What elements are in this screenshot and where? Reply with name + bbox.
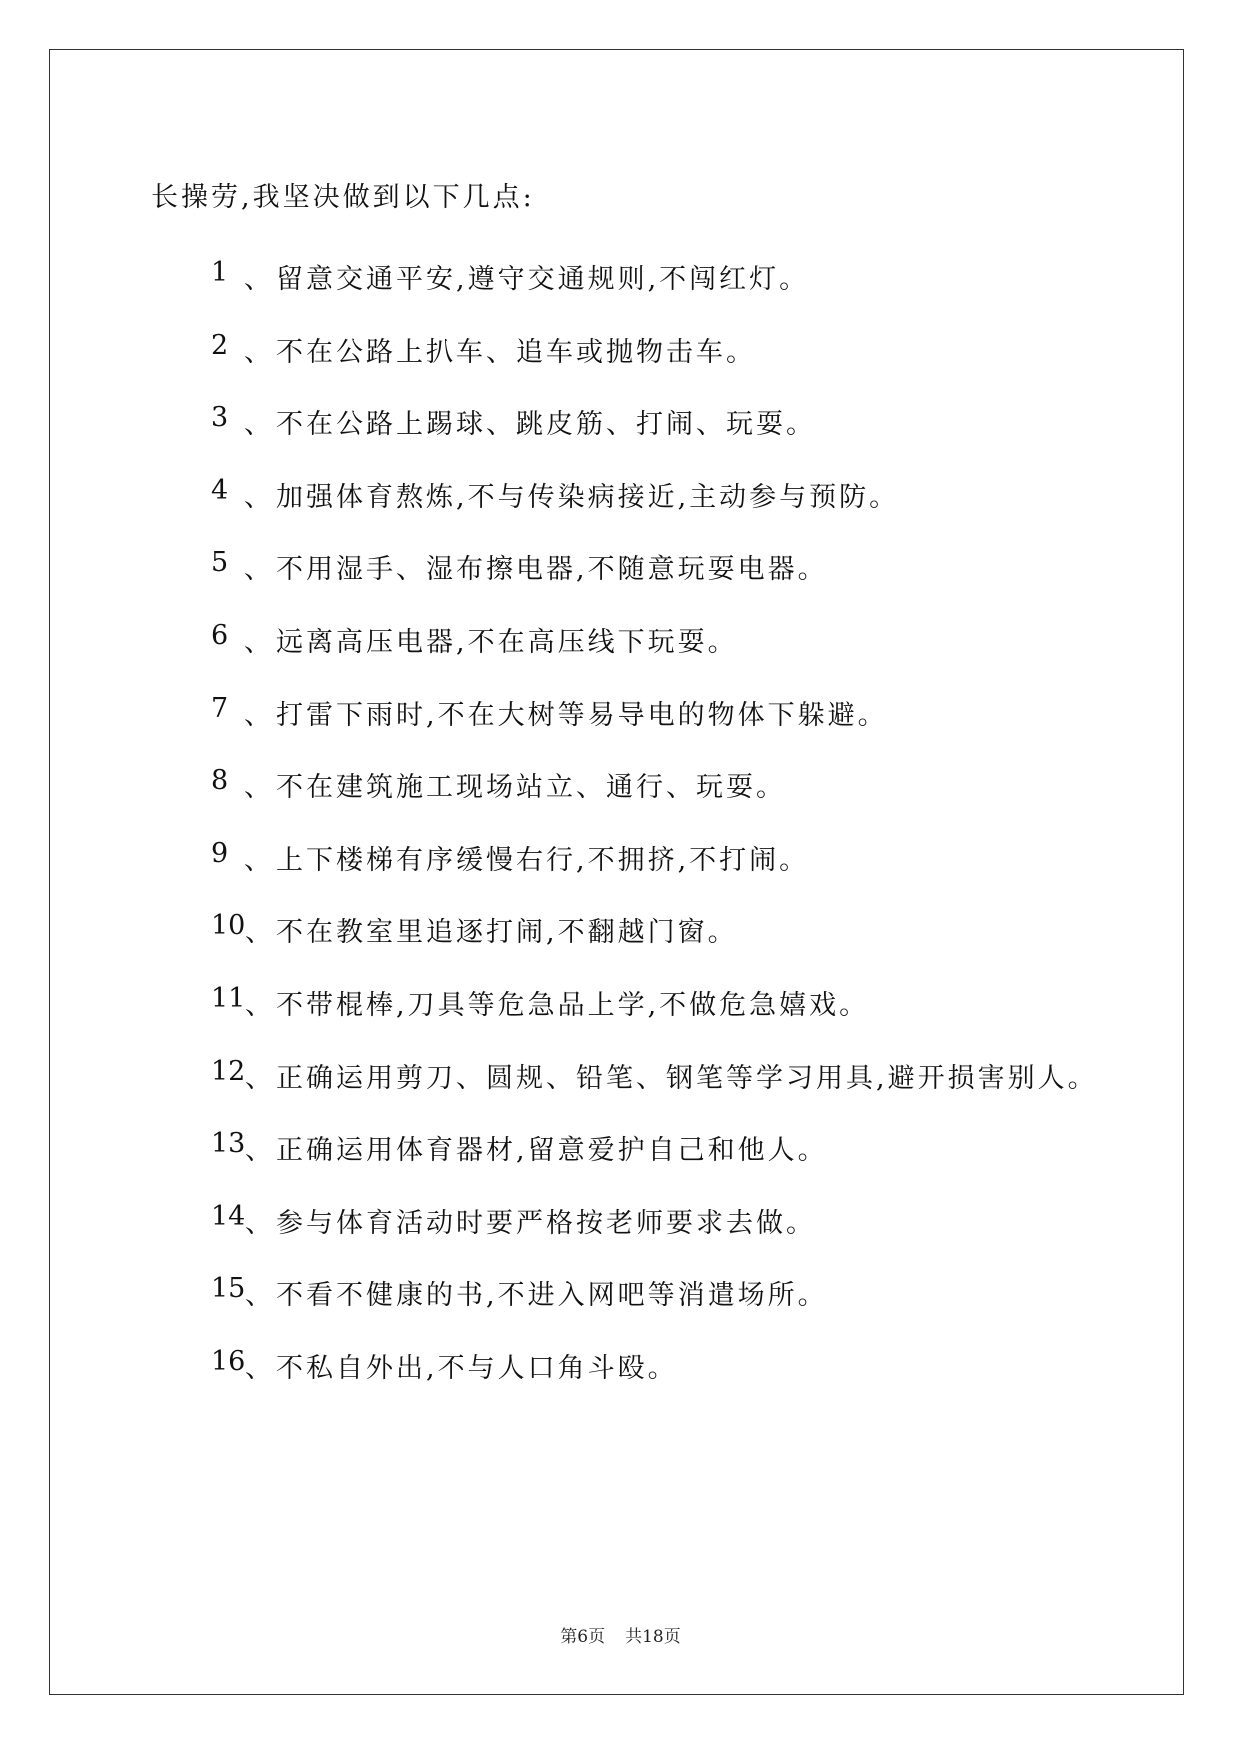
rule-separator: 、 [245, 990, 275, 1021]
page-total: 共18页 [625, 1627, 681, 1647]
rule-separator: 、 [245, 1063, 275, 1094]
rule-number: 4 [211, 475, 229, 506]
rule-text: 不在建筑施工现场站立、通行、玩耍。 [276, 772, 786, 803]
rule-text: 远离高压电器,不在高压线下玩耍。 [276, 627, 738, 658]
rule-number: 8 [211, 765, 229, 796]
rule-number: 7 [211, 693, 229, 724]
rule-number: 9 [211, 838, 229, 869]
rule-number: 10 [211, 910, 246, 941]
page-current: 第6页 [560, 1627, 606, 1647]
rule-number: 16 [211, 1346, 246, 1377]
rule-number: 1 [211, 257, 229, 288]
rule-text: 留意交通平安,遵守交通规则,不闯红灯。 [276, 264, 810, 295]
page-footer [0, 1622, 1241, 1647]
rule-separator: 、 [244, 700, 274, 731]
rule-text: 不在公路上踢球、跳皮筋、打闹、玩耍。 [276, 409, 816, 440]
rule-number: 6 [211, 620, 229, 651]
rule-separator: 、 [245, 1280, 275, 1311]
rule-text: 不在教室里追逐打闹,不翻越门窗。 [276, 917, 738, 948]
rule-number: 12 [211, 1056, 246, 1087]
rule-text: 正确运用体育器材,留意爱护自己和他人。 [276, 1135, 828, 1166]
rule-separator: 、 [245, 1208, 275, 1239]
intro-text: 长操劳,我坚决做到以下几点: [151, 182, 535, 213]
rule-text: 不用湿手、湿布擦电器,不随意玩耍电器。 [276, 554, 828, 585]
rule-text: 参与体育活动时要严格按老师要求去做。 [276, 1208, 816, 1239]
rule-text: 打雷下雨时,不在大树等易导电的物体下躲避。 [276, 700, 888, 731]
rule-text: 正确运用剪刀、圆规、铅笔、钢笔等学习用具,避开损害别人。 [276, 1063, 1098, 1094]
rule-separator: 、 [244, 627, 274, 658]
rule-number: 15 [211, 1273, 246, 1304]
rule-number: 5 [211, 547, 229, 578]
rule-text: 不私自外出,不与人口角斗殴。 [276, 1353, 678, 1384]
rule-number: 14 [211, 1201, 246, 1232]
rule-text: 不在公路上扒车、追车或抛物击车。 [276, 337, 756, 368]
rule-separator: 、 [244, 554, 274, 585]
rule-separator: 、 [244, 409, 274, 440]
rule-number: 11 [211, 983, 246, 1014]
rule-separator: 、 [245, 1353, 275, 1384]
rule-number: 2 [211, 330, 229, 361]
rule-number: 3 [211, 402, 229, 433]
rule-separator: 、 [245, 917, 275, 948]
rule-text: 不看不健康的书,不进入网吧等消遣场所。 [276, 1280, 828, 1311]
rule-text: 不带棍棒,刀具等危急品上学,不做危急嬉戏。 [276, 990, 870, 1021]
rule-separator: 、 [244, 845, 274, 876]
rule-text: 加强体育熬炼,不与传染病接近,主动参与预防。 [276, 482, 900, 513]
rule-number: 13 [211, 1128, 246, 1159]
rule-text: 上下楼梯有序缓慢右行,不拥挤,不打闹。 [276, 845, 810, 876]
rule-separator: 、 [244, 772, 274, 803]
rule-separator: 、 [245, 1135, 275, 1166]
rule-separator: 、 [244, 264, 274, 295]
rule-separator: 、 [244, 337, 274, 368]
rule-separator: 、 [244, 482, 274, 513]
